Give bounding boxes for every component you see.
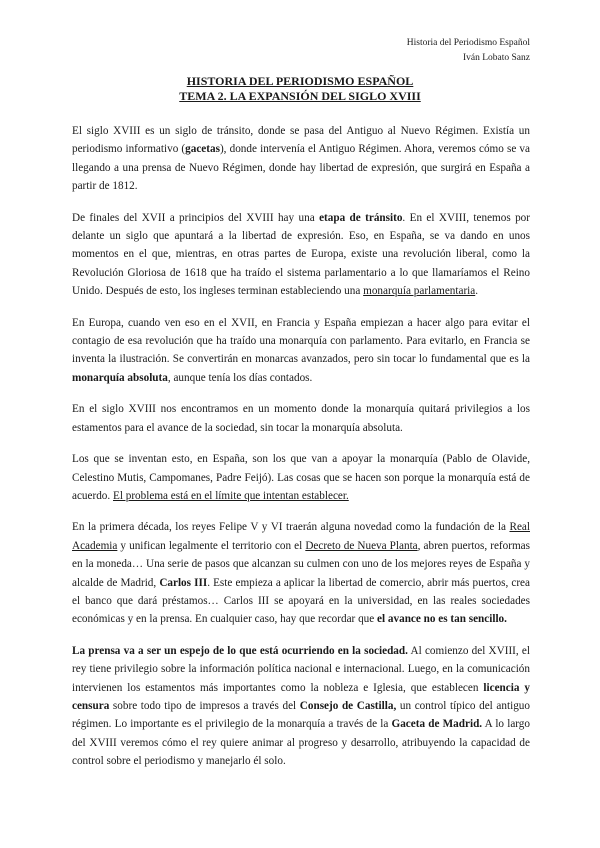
document-title (72, 74, 528, 104)
paragraph-2: De finales del XVII a principios del XVIII hay una etapa de tránsito. En el XVIII, tenemos por delante un siglo que apuntará a la libertad de expresión. Eso, en España, se va dando en unos momentos en el que, mientras, en otras partes de Europa, existe una revolución liberal, como la Revolución Gloriosa de 1618 que ha traído el sistema parlamentario a lo que llamaríamos el Reino Unido. Después de esto, los ingleses terminan estableciendo una monarquía parlamentaria. (72, 211, 530, 298)
paragraph-3: En Europa, cuando ven eso en el XVII, en Francia y España empiezan a hacer algo para evitar el contagio de esa revolución que ha traído una monarquía con parlamento. Para evitarlo, en Francia se inventa la ilustración. Se convertirán en monarcas avanzados, pero sin tocar lo fundamental que es la monarquía absoluta, aunque tenía los días contados. (72, 316, 530, 384)
page-header (407, 36, 530, 66)
header-author: Iván Lobato Sanz (462, 53, 530, 63)
title-main: HISTORIA DEL PERIODISMO ESPAÑOL (186, 74, 414, 88)
paragraph-1: El siglo XVIII es un siglo de tránsito, donde se pasa del Antiguo al Nuevo Régimen. Existía un periodismo informativo (gacetas), donde intervenía el Antiguo Régimen. Ahora, veremos cómo se va llegando a una prensa de Nuevo Régimen, donde hay libertad de expresión, que surgirá en España a partir de 1812. (72, 125, 530, 193)
paragraph-7: La prensa va a ser un espejo de lo que está ocurriendo en la sociedad. Al comienzo del XVIII, el rey tiene privilegio sobre la información política nacional e internacional. Luego, en la comunicación intervienen los estamentos más importantes como la nobleza e Iglesia, que establecen licencia y censura sobre todo tipo de impresos a través del Consejo de Castilla, un control típico del antiguo régimen. Lo importante es el privilegio de la monarquía a través de la Gaceta de Madrid. A lo largo del XVIII veremos cómo el rey quiere animar al progreso y desarrollo, atribuyendo la capacidad de control sobre el periodismo y manejarlo él solo. (72, 644, 530, 768)
document-body (72, 122, 530, 784)
header-course: Historia del Periodismo Español (406, 38, 530, 48)
paragraph-5: Los que se inventan esto, en España, son los que van a apoyar la monarquía (Pablo de Olavide, Celestino Mutis, Campomanes, Padre Feijó). Las cosas que se hacen son porque la monarquía está de acuerdo. El problema está en el límite que intentan establecer. (72, 453, 530, 502)
paragraph-4: En el siglo XVIII nos encontramos en un momento donde la monarquía quitará privilegios a los estamentos para el avance de la sociedad, sin tocar la monarquía absoluta. (72, 403, 530, 434)
title-topic: TEMA 2. LA EXPANSIÓN DEL SIGLO XVIII (179, 89, 421, 103)
paragraph-6: En la primera década, los reyes Felipe V y VI traerán alguna novedad como la fundación de la Real Academia y unifican legalmente el territorio con el Decreto de Nueva Planta, abren puertos, reformas en la moneda… Una serie de pasos que alcanzan su culmen con uno de los mejores reyes de España y alcalde de Madrid, Carlos III. Este empieza a aplicar la libertad de comercio, abrir más puertos, crea el banco que dará préstamos… Carlos III se apoyará en la universidad, en las reales sociedades económicas y en la prensa. En cualquier caso, hay que recordar que el avance no es tan sencillo. (72, 521, 530, 626)
